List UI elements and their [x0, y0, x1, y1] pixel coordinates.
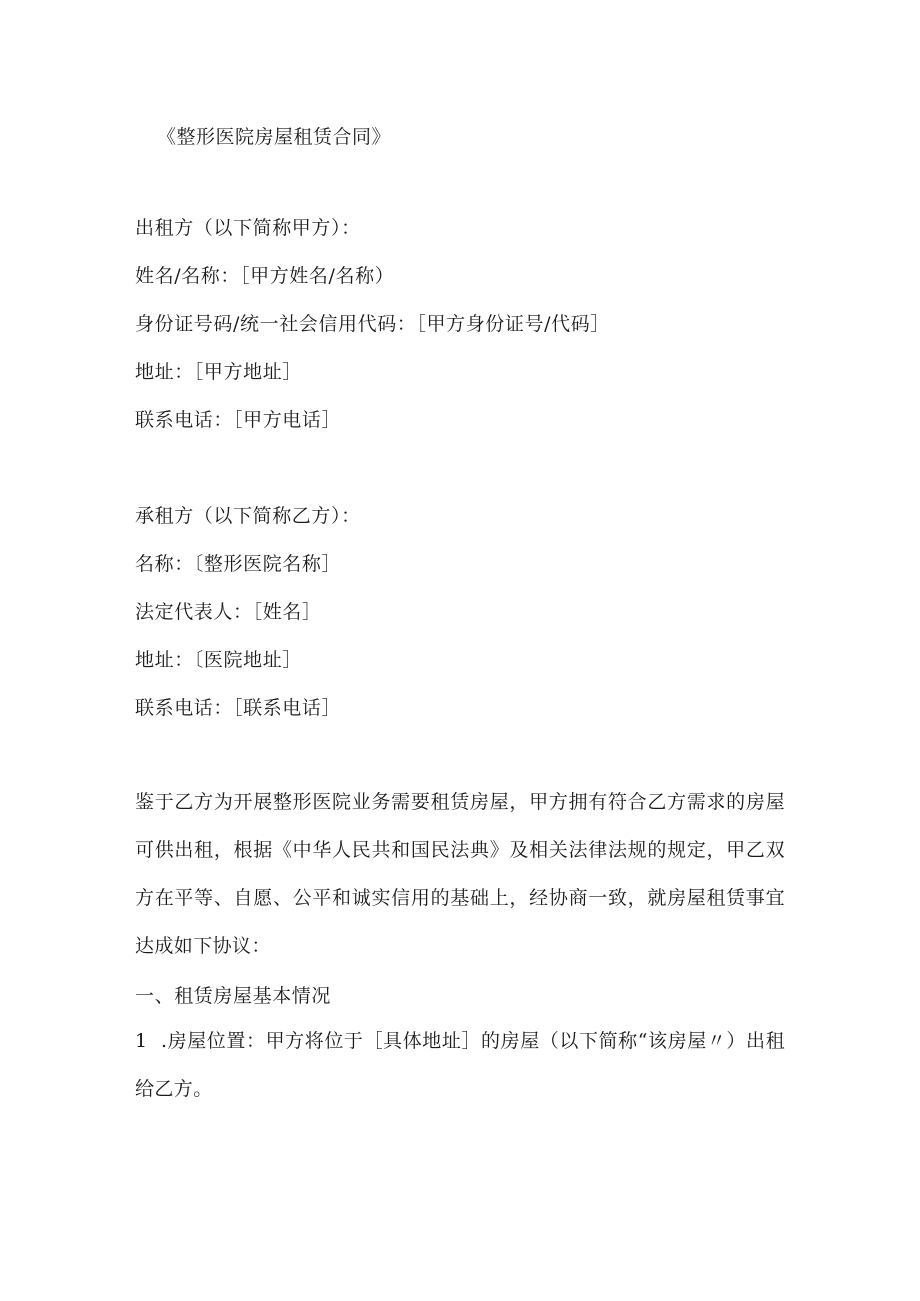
lessor-phone: 联系电话：［甲方电话］	[135, 409, 342, 431]
document-title: 《整形医院房屋租赁合同》	[157, 126, 392, 148]
lessee-legal-rep: 法定代表人：［姓名］	[135, 601, 322, 623]
lessee-phone: 联系电话：［联系电话］	[135, 697, 342, 719]
lessor-heading: 出租方（以下简称甲方）：	[135, 217, 361, 239]
section-1-item-1	[135, 1017, 785, 1113]
preamble-paragraph: 鉴于乙方为开展整形医院业务需要租赁房屋，甲方拥有符合乙方需求的房屋可供出租，根据《中华人民共和国民法典》及相关法律法规的规定，甲乙双方在平等、自愿、公平和诚实信用的基础上，经协商一致，就房屋租赁事宜达成如下协议：	[135, 791, 785, 957]
lessor-id-code: 身份证号码/统一社会信用代码：［甲方身份证号/代码］	[135, 313, 610, 335]
lessor-name: 姓名/名称：［甲方姓名/名称）	[135, 265, 395, 287]
section-1-heading: 一、租赁房屋基本情况	[135, 985, 332, 1007]
lessee-address: 地址：〔医院地址］	[135, 649, 302, 671]
lessee-name: 名称：〔整形医院名称］	[135, 553, 342, 575]
lessee-heading: 承租方（以下简称乙方）：	[135, 505, 361, 527]
item-text: .房屋位置：甲方将位于［具体地址］的房屋（以下简称“该房屋〃）出租给乙方。	[135, 1030, 785, 1100]
lessor-address: 地址：［甲方地址］	[135, 361, 302, 383]
item-number: 1	[135, 1030, 148, 1052]
